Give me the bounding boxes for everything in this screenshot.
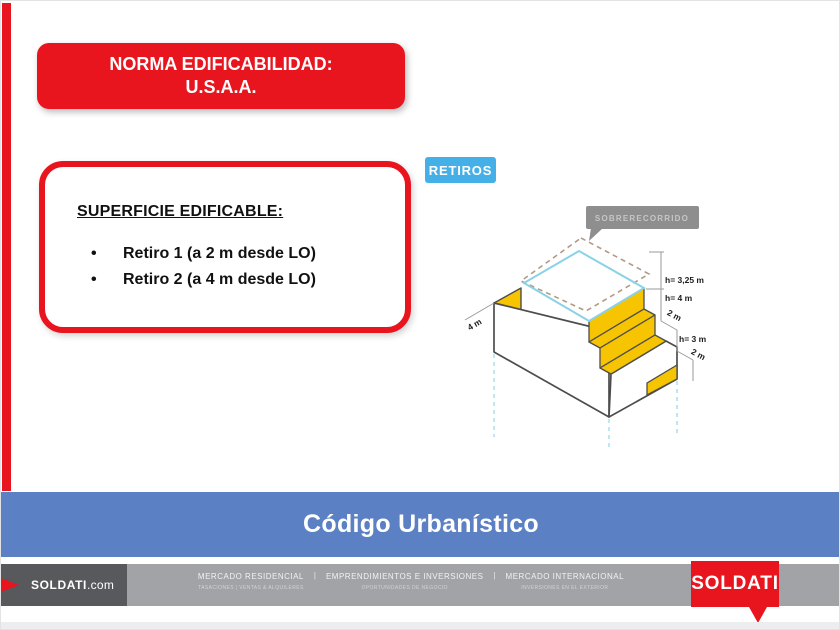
content-box: [39, 161, 411, 333]
bullet-item: • Retiro 1 (a 2 m desde LO): [91, 241, 405, 267]
callout-tail: [589, 228, 603, 241]
title-box: [37, 43, 405, 109]
arrow-icon: [1, 578, 19, 592]
retiros-tag: RETIROS: [425, 157, 496, 183]
footer-bar: [1, 564, 840, 606]
dim-step2: 2 m: [689, 346, 708, 363]
dim-left-depth: 4 m: [465, 316, 484, 333]
footer-section-subtitle: TASACIONES | VENTAS & ALQUILERES: [198, 585, 304, 591]
bullet-list: [91, 241, 405, 294]
dim-h-mid: h= 3 m: [679, 334, 707, 344]
isometric-building-diagram: [451, 191, 761, 461]
footer-section-subtitle: INVERSIONES EN EL EXTERIOR: [521, 585, 609, 591]
footer-brand-text: SOLDATI: [31, 578, 87, 592]
bullet-item: • Retiro 2 (a 4 m desde LO): [91, 267, 405, 293]
dim-h-top: h= 3,25 m: [665, 275, 704, 285]
footer-sections: [141, 572, 681, 591]
title-line-2: U.S.A.A.: [185, 77, 257, 97]
footer-separator: |: [313, 571, 316, 580]
footer-separator: |: [493, 571, 496, 580]
soldati-logo: SOLDATI: [691, 561, 779, 607]
banner-title: Código Urbanístico: [303, 510, 539, 538]
dim-line: [465, 303, 494, 320]
dim-step1: 2 m: [665, 307, 684, 324]
footer-section-internacional: [506, 572, 625, 591]
footer-logo-block: [1, 564, 127, 606]
left-accent-bar: [2, 3, 11, 491]
title-line-1: NORMA EDIFICABILIDAD:: [109, 53, 333, 74]
footer-section-emprendimientos: [326, 572, 484, 591]
dim-h-upper: h= 4 m: [665, 293, 693, 303]
setback-diagram: [451, 191, 761, 461]
footer-section-residencial: [198, 572, 304, 591]
footer-section-title: MERCADO INTERNACIONAL: [505, 572, 625, 581]
content-heading: SUPERFICIE EDIFICABLE:: [77, 203, 284, 220]
bottom-edge-strip: [1, 622, 840, 630]
footer-section-title: EMPRENDIMIENTOS E INVERSIONES: [325, 572, 484, 581]
dim-line: [661, 321, 677, 330]
soldati-logo-tail: [749, 607, 767, 623]
soldati-com-logo: [31, 564, 114, 606]
footer-section-title: MERCADO RESIDENCIAL: [197, 572, 304, 581]
footer-section-subtitle: OPORTUNIDADES DE NEGOCIO: [361, 585, 448, 591]
footer-brand-suffix: .com: [86, 578, 115, 592]
sobrerecorrido-label: SOBRERECORRIDO: [594, 214, 690, 223]
bottom-banner: [1, 492, 840, 557]
